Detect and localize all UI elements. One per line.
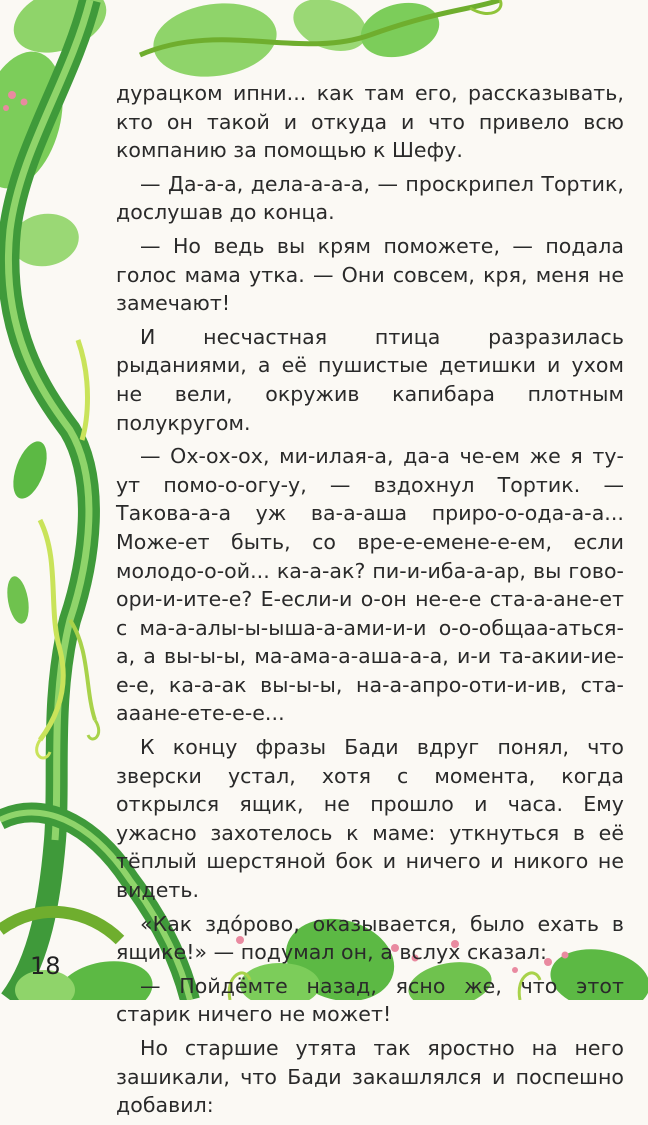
- page-number: 18: [30, 952, 61, 980]
- flower-bud: [21, 99, 28, 106]
- paragraph: К концу фразы Бади вдруг понял, что зверски устал, хотя с момента, когда открылся ящик, не прошло и часа. Ему ужасно захотелось к маме: уткнуться в её тёплый шерстяной бок и ничего и никого не видеть.: [116, 735, 624, 903]
- paragraph: — Но ведь вы крям поможете, — подала голос мама утка. — Они совсем, кря, меня не замечают!: [116, 233, 624, 316]
- leaf: [286, 0, 374, 61]
- paragraph: дурацком ипни... как там его, рассказывать, кто он такой и откуда и что привело всю компанию за помощью к Шефу.: [116, 81, 624, 163]
- flower-bud: [8, 91, 16, 99]
- paragraph: «Как здо́рово, оказывается, было ехать в ящике!» — подумал он, а вслух сказал:: [116, 911, 624, 965]
- leaf: [7, 437, 54, 503]
- paragraph: — Да-а-а, дела-а-а-а, — проскрипел Тортик, дослушав до конца.: [116, 171, 624, 225]
- lower-vine: [0, 912, 120, 940]
- paragraph: И несчастная птица разразилась рыданиями, а её пушистые детишки и ухом не вели, окружив капибара плотным полукругом.: [116, 324, 624, 435]
- leaf: [355, 0, 446, 65]
- leaf: [4, 575, 32, 626]
- paragraph: — Ох-ох-ох, ми-илая-а, да-а че-ем же я ту-ут помо-о-огу-у, — вздохнул Тортик. — Такова-а-а уж ва-а-аша приро-о-ода-а-а... Може-ет быть, со вре-е-емене-е-ем, если молодо-о-ой... ка-а-ак? пи-и-иба-а-ар, вы гово-ори-и-ите-е? Е-если-и о-он не-е-е ста-а-ане-ет с ма-а-алы-ы-ыша-а-ами-и-и о-о-общаа-аться-а, а вы-ы-ы, ма-ама-а-аша-а-а, и-и та-акии-ие-е-е, ка-а-ак вы-ы-ы, на-а-апро-оти-и-ив, ста-ааане-ете-е-е...: [116, 444, 624, 726]
- story-text: [116, 79, 624, 1125]
- paragraph: — Пойдёмте назад, ясно же, что этот старик ничего не может!: [116, 973, 624, 1027]
- flower-bud: [3, 105, 9, 111]
- paragraph: Но старшие утята так яростно на него зашикали, что Бади закашлялся и поспешно добавил:: [116, 1036, 624, 1118]
- tendril: [88, 720, 99, 739]
